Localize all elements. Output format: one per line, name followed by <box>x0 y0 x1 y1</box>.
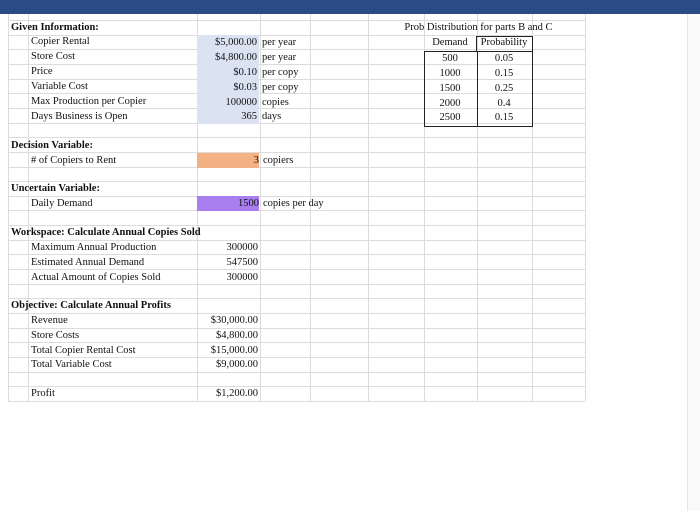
decision-label: # of Copiers to Rent <box>31 155 117 166</box>
given-value-1[interactable]: $4,800.00 <box>215 52 257 63</box>
given-unit-2: per copy <box>262 67 299 78</box>
prob-title: Prob Distribution for parts B and C <box>404 22 553 33</box>
given-header: Given Information: <box>11 22 99 33</box>
prob-p-1[interactable]: 0.15 <box>494 68 514 79</box>
uncertain-unit: copies per day <box>263 198 324 209</box>
given-unit-4: copies <box>262 97 289 108</box>
decision-value[interactable]: 3 <box>253 155 259 166</box>
given-value-3[interactable]: $0.03 <box>233 82 257 93</box>
objective-label-0: Revenue <box>31 315 68 326</box>
objective-value-3[interactable]: $9,000.00 <box>216 359 258 370</box>
prob-demand-4[interactable]: 2500 <box>439 112 461 123</box>
given-label-4: Max Production per Copier <box>31 96 147 107</box>
objective-value-0[interactable]: $30,000.00 <box>210 315 258 326</box>
uncertain-label: Daily Demand <box>31 198 93 209</box>
workspace-value-2[interactable]: 300000 <box>226 272 258 283</box>
given-label-0: Copier Rental <box>31 36 90 47</box>
workspace-label-0: Maximum Annual Production <box>31 242 157 253</box>
grid-row-line <box>8 152 585 153</box>
profit-label: Profit <box>31 388 55 399</box>
objective-label-3: Total Variable Cost <box>31 359 112 370</box>
decision-unit: copiers <box>263 155 294 166</box>
prob-p-4[interactable]: 0.15 <box>494 112 514 123</box>
given-label-1: Store Cost <box>31 51 76 62</box>
uncertain-header: Uncertain Variable: <box>11 183 100 194</box>
grid-row-line <box>8 401 585 402</box>
given-unit-1: per year <box>262 52 297 63</box>
workspace-label-2: Actual Amount of Copies Sold <box>31 272 161 283</box>
prob-demand-3[interactable]: 2000 <box>439 98 461 109</box>
grid-row-line <box>8 386 585 387</box>
workspace-value-1[interactable]: 547500 <box>226 257 258 268</box>
grid-col-line <box>585 14 586 401</box>
given-unit-0: per year <box>262 37 297 48</box>
grid-row-line <box>8 342 585 343</box>
prob-col-demand: Demand <box>432 37 468 48</box>
workspace-value-0[interactable]: 300000 <box>226 242 258 253</box>
prob-p-0[interactable]: 0.05 <box>494 53 514 64</box>
uncertain-value[interactable]: 1500 <box>238 198 259 209</box>
given-value-2[interactable]: $0.10 <box>233 67 257 78</box>
vertical-scrollbar[interactable] <box>687 14 700 511</box>
given-unit-3: per copy <box>262 82 299 93</box>
objective-label-1: Store Costs <box>31 330 80 341</box>
prob-demand-0[interactable]: 500 <box>442 53 458 64</box>
decision-header: Decision Variable: <box>11 140 93 151</box>
objective-label-2: Total Copier Rental Cost <box>31 345 136 356</box>
given-value-0[interactable]: $5,000.00 <box>215 37 257 48</box>
given-value-5[interactable]: 365 <box>241 111 257 122</box>
grid-row-line <box>8 137 585 138</box>
prob-col-prob: Probability <box>480 37 528 48</box>
given-label-3: Variable Cost <box>31 81 88 92</box>
prob-demand-1[interactable]: 1000 <box>439 68 461 79</box>
given-label-5: Days Business is Open <box>31 111 128 122</box>
grid-row-line <box>8 328 585 329</box>
grid-row-line <box>8 372 585 373</box>
given-unit-5: days <box>262 111 282 122</box>
objective-header: Objective: Calculate Annual Profits <box>11 300 171 311</box>
prob-demand-2[interactable]: 1500 <box>439 83 461 94</box>
window-top-bar <box>0 0 700 14</box>
grid-row-line <box>8 313 585 314</box>
objective-value-2[interactable]: $15,000.00 <box>210 345 258 356</box>
prob-p-2[interactable]: 0.25 <box>494 83 514 94</box>
objective-value-1[interactable]: $4,800.00 <box>216 330 258 341</box>
workspace-label-1: Estimated Annual Demand <box>31 257 145 268</box>
workspace-header: Workspace: Calculate Annual Copies Sold <box>11 227 201 238</box>
profit-value[interactable]: $1,200.00 <box>216 388 258 399</box>
prob-p-3[interactable]: 0.4 <box>497 98 511 109</box>
given-label-2: Price <box>31 66 53 77</box>
given-value-4[interactable]: 100000 <box>225 97 257 108</box>
